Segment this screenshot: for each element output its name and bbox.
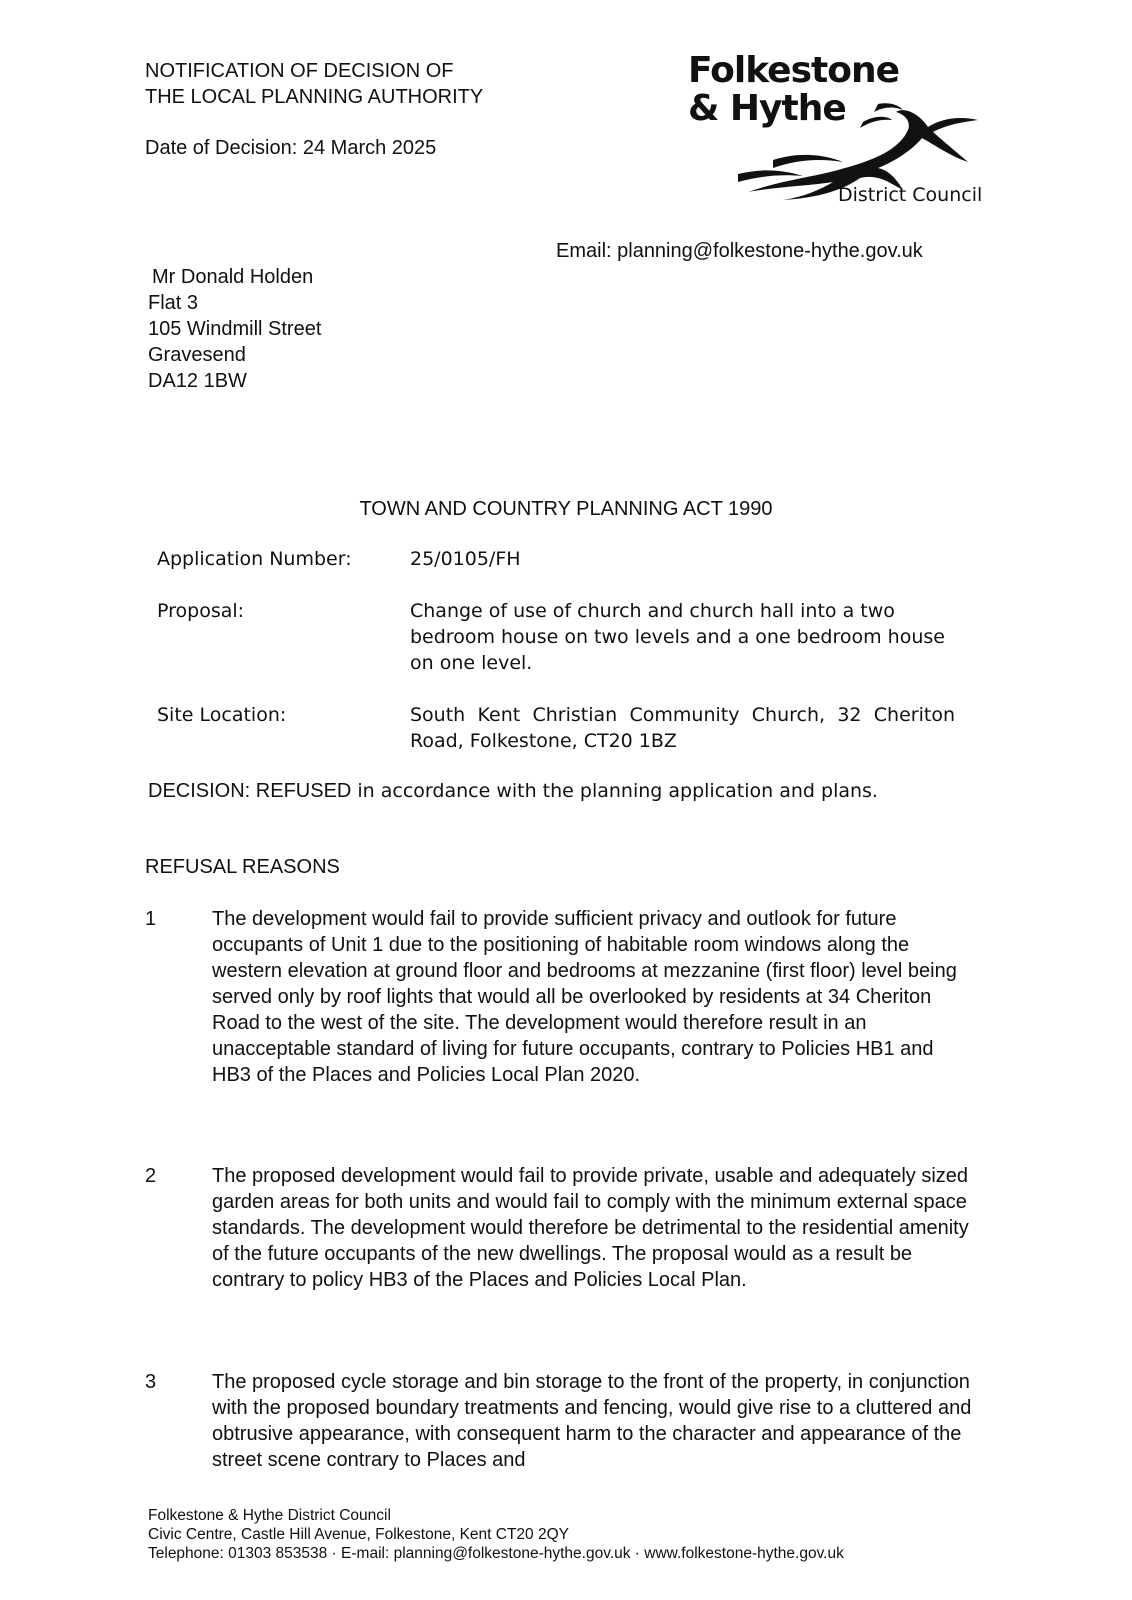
act-title [0,496,1132,522]
application-number-value: 25/0105/FH [410,548,521,570]
address-line: Flat 3 [148,292,199,314]
address-postcode: DA12 1BW [148,370,247,392]
planning-email: Email: planning@folkestone-hythe.gov.uk [556,240,923,262]
page-footer [148,1506,844,1563]
reason-text: The proposed development would fail to provide private, usable and adequately sized garden areas for both units and would fail to comply with the minimum external space standards. The development would therefore be detrimental to the residential amenity of the future occupants of the new dwellings. The proposal would as a result be contrary to policy HB3 of the Places and Policies Local Plan. [212,1165,969,1291]
footer-contact: Telephone: 01303 853538 · E-mail: planning@folkestone-hythe.gov.uk · www.folkestone-hythe.gov.uk [148,1545,844,1562]
logo-text-line-3: District Council [838,184,983,206]
site-location-label: Site Location: [157,704,287,726]
footer-council-name: Folkestone & Hythe District Council [148,1507,391,1524]
header-title-line-2: THE LOCAL PLANNING AUTHORITY [145,86,484,108]
notification-header [145,58,483,110]
address-line: Gravesend [148,344,246,366]
recipient-address [148,264,321,394]
reason-number: 3 [145,1371,157,1393]
act-title-text: TOWN AND COUNTRY PLANNING ACT 1990 [359,498,773,520]
council-logo [688,52,988,212]
decision-date: Date of Decision: 24 March 2025 [145,137,437,159]
proposal-value: Change of use of church and church hall into a two bedroom house on two levels and a one bedroom house on one level. [410,600,945,674]
footer-address: Civic Centre, Castle Hill Avenue, Folkestone, Kent CT20 2QY [148,1526,569,1543]
address-line: 105 Windmill Street [148,318,322,340]
reason-text: The development would fail to provide sufficient privacy and outlook for future occupants of Unit 1 due to the positioning of habitable room windows along the western elevation at ground floor and bedrooms at mezzanine (first floor) level being served only by roof lights that would all be overlooked by residents at 34 Cheriton Road to the west of the site. The development would therefore result in an unacceptable standard of living for future occupants, contrary to Policies HB1 and HB3 of the Places and Policies Local Plan 2020. [212,908,957,1086]
application-number-label: Application Number: [157,548,352,570]
reason-text: The proposed cycle storage and bin storage to the front of the property, in conjunction with the proposed boundary treatments and fencing, would give rise to a cluttered and obtrusive appearance, with consequent harm to the character and appearance of the street scene contrary to Places and [212,1371,972,1471]
site-location-value: South Kent Christian Community Church, 32 Cheriton Road, Folkestone, CT20 1BZ [410,704,955,752]
reason-number: 1 [145,908,157,930]
decision-label: DECISION: REFUSED [148,780,352,802]
recipient-name: Mr Donald Holden [152,266,314,288]
reason-number: 2 [145,1165,157,1187]
logo-text-line-1: Folkestone [688,50,900,91]
decision-statement [148,778,878,804]
logo-text-line-2: & Hythe [688,88,846,129]
refusal-reasons-heading: REFUSAL REASONS [145,856,340,878]
header-title-line-1: NOTIFICATION OF DECISION OF [145,60,454,82]
proposal-label: Proposal: [157,600,245,622]
decision-text: in accordance with the planning application and plans. [351,780,878,802]
